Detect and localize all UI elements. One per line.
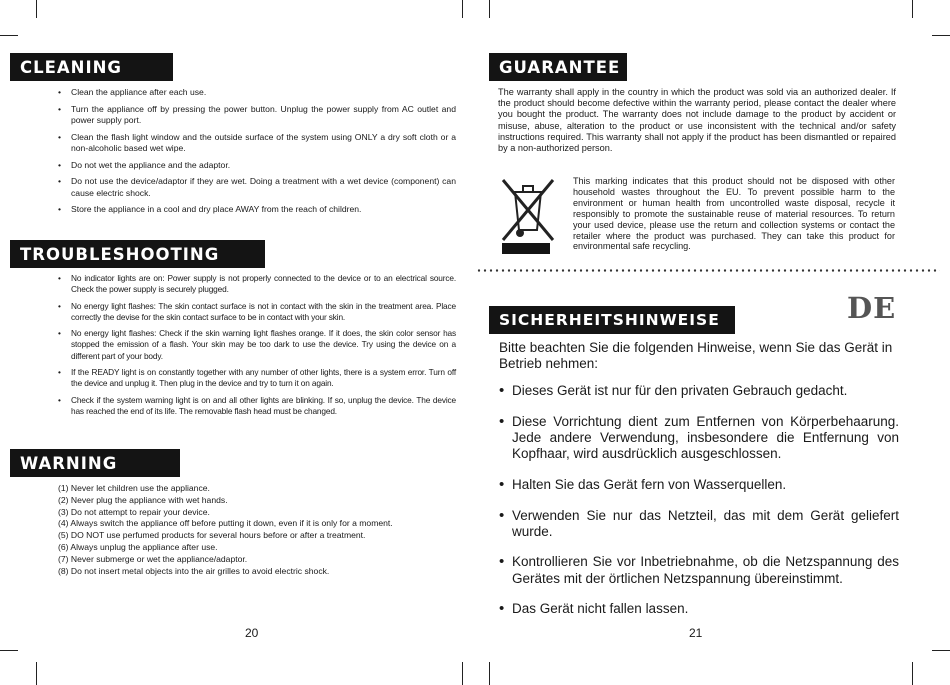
list-item: (7) Never submerge or wet the appliance/adaptor. [58,553,248,564]
crop-mark [912,0,913,18]
crossed-out-wheelie-bin-icon [498,170,558,260]
list-item: • Store the appliance in a cool and dry place AWAY from the reach of children. [58,204,456,216]
warning-list [58,483,458,577]
list-item: • If the READY light is on constantly together with any number of other lights, there is a system error. Turn off the device and unplug it. Then plug in the device and try to turn it on again. [58,367,456,390]
list-item: • Check if the system warning light is on and all other lights are blinking. If so, unplug the device. The device has reached the end of its life. The removable flash head must be changed. [58,395,456,418]
cleaning-list [58,87,456,221]
section-divider [476,269,940,272]
list-item: (3) Do not attempt to repair your device. [58,506,210,517]
guarantee-heading: GUARANTEE [489,53,627,81]
troubleshooting-list [58,273,456,422]
list-item: (2) Never plug the appliance with wet hands. [58,494,228,505]
list-item: (8) Do not insert metal objects into the air grilles to avoid electric shock. [58,565,330,576]
crop-mark [912,662,913,685]
list-item: • No energy light flashes: The skin contact surface is not in contact with the skin in the treatment area. Place correctly the devise for the skin contact surface to be in contact with your skin. [58,301,456,324]
list-item: (6) Always unplug the appliance after use. [58,541,218,552]
list-item: • Dieses Gerät ist nur für den privaten Gebrauch gedacht. [499,383,899,399]
list-item: • Halten Sie das Gerät fern von Wasserquellen. [499,477,899,493]
crop-mark [0,650,18,651]
list-item: • Das Gerät nicht fallen lassen. [499,601,899,617]
list-item: (1) Never let children use the appliance. [58,483,210,493]
crop-mark [489,662,490,685]
crop-mark [36,0,37,18]
page-number-right: 21 [689,626,703,640]
crop-mark [36,662,37,685]
list-item: • Do not use the device/adaptor if they are wet. Doing a treatment with a wet device (component) can cause electric shock. [58,176,456,199]
warning-heading: WARNING [10,449,180,477]
list-item: (4) Always switch the appliance off before putting it down, even if it is only for a moment. [58,518,393,529]
troubleshooting-heading: TROUBLESHOOTING [10,240,265,268]
crop-mark [932,35,950,36]
crop-mark [462,0,463,18]
sicherheit-list [499,383,899,632]
language-code: DE [847,291,897,325]
list-item: • No indicator lights are on: Power supply is not properly connected to the device or to an electrical source. Check the power supply is securely plugged. [58,273,456,296]
cleaning-heading: CLEANING [10,53,173,81]
list-item: (5) DO NOT use perfumed products for several hours before or after a treatment. [58,530,366,541]
crop-mark [462,662,463,685]
page-number-left: 20 [245,626,259,640]
list-item: • Clean the appliance after each use. [58,87,456,99]
crop-mark [0,35,18,36]
list-item: • Turn the appliance off by pressing the power button. Unplug the power supply from AC outlet and power supply port. [58,104,456,127]
crop-mark [489,0,490,18]
weee-text: This marking indicates that this product should not be disposed with other household wastes throughout the EU. To prevent possible harm to the environment or human health from uncontrolled waste disposal, recycle it responsibly to promote the sustainable reuse of material resources. To return your used device, please use the return and collection systems or contact the retailer where the product was purchased. They can take this product for environmental safe recycling. [573,176,895,252]
guarantee-text: The warranty shall apply in the country in which the product was sold via an authorized dealer. If the product should become defective within the warranty period, please contact the dealer where you bought the product. The warranty does not include damage to the product by accident or misuse, abuse, alteration to the product or use inconsistent with the technical and/or safety instructions required. This warranty shall not apply if the product has been dismantled or repaired by a non-authorized person. [498,87,896,154]
sicherheitshinweise-heading: SICHERHEITSHINWEISE [489,306,735,334]
list-item: • Diese Vorrichtung dient zum Entfernen von Körperbehaarung. Jede andere Verwendung, insbesondere die Entfernung von Kopfhaar, wird ausdrücklich ausgeschlossen. [499,414,899,463]
list-item: • Clean the flash light window and the outside surface of the system using ONLY a dry soft cloth or a non-alcoholic based wet wipe. [58,132,456,155]
sicherheit-intro: Bitte beachten Sie die folgenden Hinweise, wenn Sie das Gerät in Betrieb nehmen: [499,340,893,371]
list-item: • Kontrollieren Sie vor Inbetriebnahme, ob die Netzspannung des Gerätes mit der örtlichen Netzspannung übereinstimmt. [499,554,899,586]
list-item: • Verwenden Sie nur das Netzteil, das mit dem Gerät geliefert wurde. [499,508,899,540]
crop-mark [932,650,950,651]
list-item: • No energy light flashes: Check if the skin warning light flashes orange. If it does, the skin color sensor has stopped the emission of a flash. Your skin may be too dark to use the device. Try using the device on a different part of your body. [58,328,456,362]
list-item: • Do not wet the appliance and the adaptor. [58,160,456,172]
